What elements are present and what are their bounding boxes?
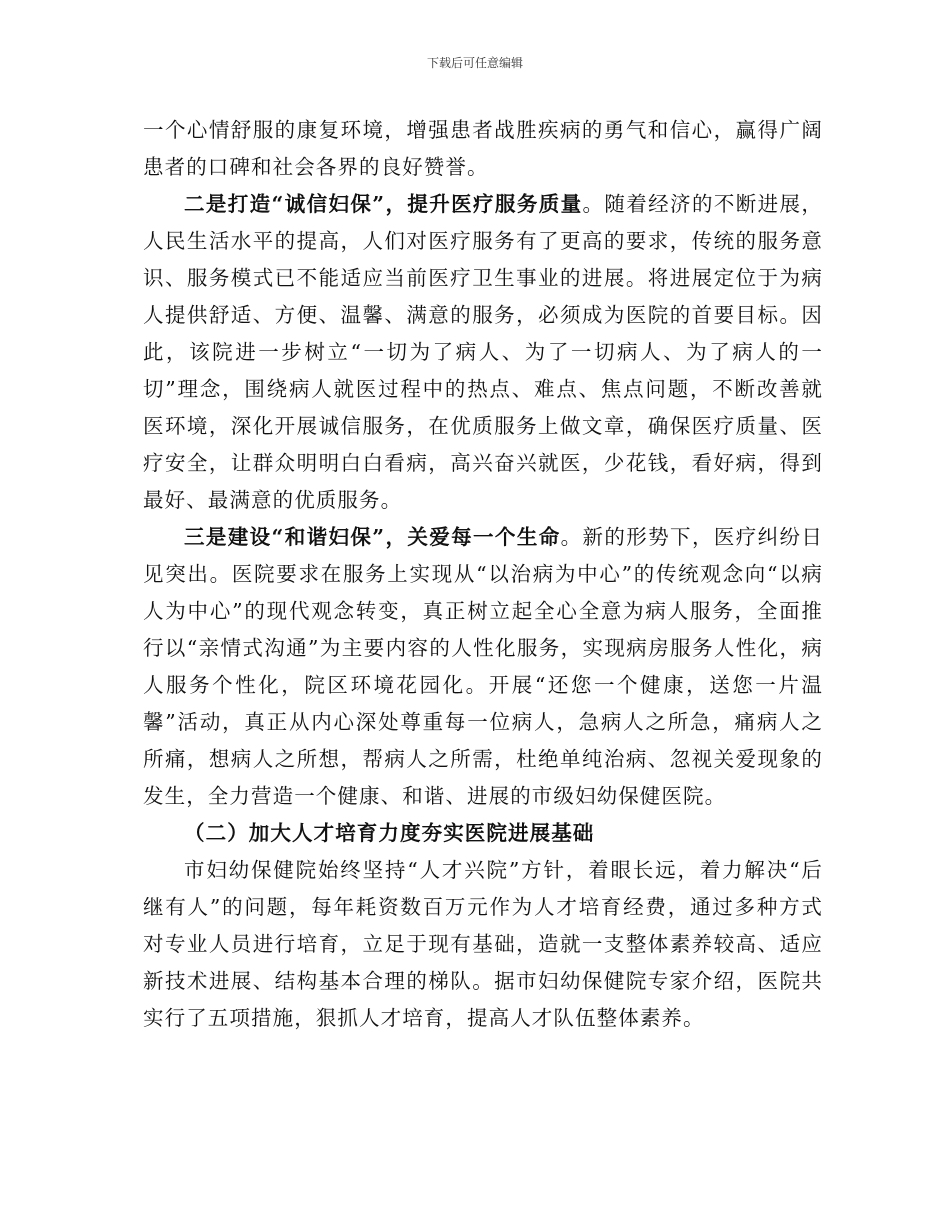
section-heading: （二）加大人才培育力度夯实医院进展基础 bbox=[184, 821, 595, 845]
paragraph-3 bbox=[143, 519, 823, 815]
paragraph-2-lead: 二是打造“诚信妇保”，提升医疗服务质量 bbox=[184, 192, 583, 216]
paragraph-3-lead: 三是建设“和谐妇保”，关爱每一个生命 bbox=[184, 525, 561, 549]
paragraph-4: 市妇幼保健院始终坚持“人才兴院”方针，着眼长远，着力解决“后继有人”的问题，每年耗资数百万元作为人才培育经费，通过多种方式对专业人员进行培育，立足于现有基础，造就一支整体素养较高、适应新技术进展、结构基本合理的梯队。据市妇幼保健院专家介绍，医院共实行了五项措施，狠抓人才培育，提高人才队伍整体素养。 bbox=[143, 858, 823, 1030]
paragraph-2-text: 。随着经济的不断进展，人民生活水平的提高，人们对医疗服务有了更高的要求，传统的服务意识、服务模式已不能适应当前医疗卫生事业的进展。将进展定位于为病人提供舒适、方便、温馨、满意的服务，必须成为医院的首要目标。因此，该院进一步树立“一切为了病人、为了一切病人、为了病人的一切”理念，围绕病人就医过程中的热点、难点、焦点问题，不断改善就医环境，深化开展诚信服务，在优质服务上做文章，确保医疗质量、医疗安全，让群众明明白白看病，高兴奋兴就医，少花钱，看好病，得到最好、最满意的优质服务。 bbox=[143, 192, 823, 512]
page-header: 下载后可任意编辑 bbox=[426, 56, 523, 70]
paragraph-1: 一个心情舒服的康复环境，增强患者战胜疾病的勇气和信心，赢得广阔患者的口碑和社会各界的良好赞誉。 bbox=[143, 118, 823, 179]
paragraph-3-text: 。新的形势下，医疗纠纷日见突出。医院要求在服务上实现从“以治病为中心”的传统观念向“以病人为中心”的现代观念转变，真正树立起全心全意为病人服务，全面推行以“亲情式沟通”为主要内容的人性化服务，实现病房服务人性化，病人服务个性化，院区环境花园化。开展“还您一个健康，送您一片温馨”活动，真正从内心深处尊重每一位病人，急病人之所急，痛病人之所痛，想病人之所想，帮病人之所需，杜绝单纯治病、忽视关爱现象的发生，全力营造一个健康、和谐、进展的市级妇幼保健医院。 bbox=[143, 525, 823, 808]
paragraph-2 bbox=[143, 186, 823, 519]
document-body bbox=[143, 112, 823, 1037]
